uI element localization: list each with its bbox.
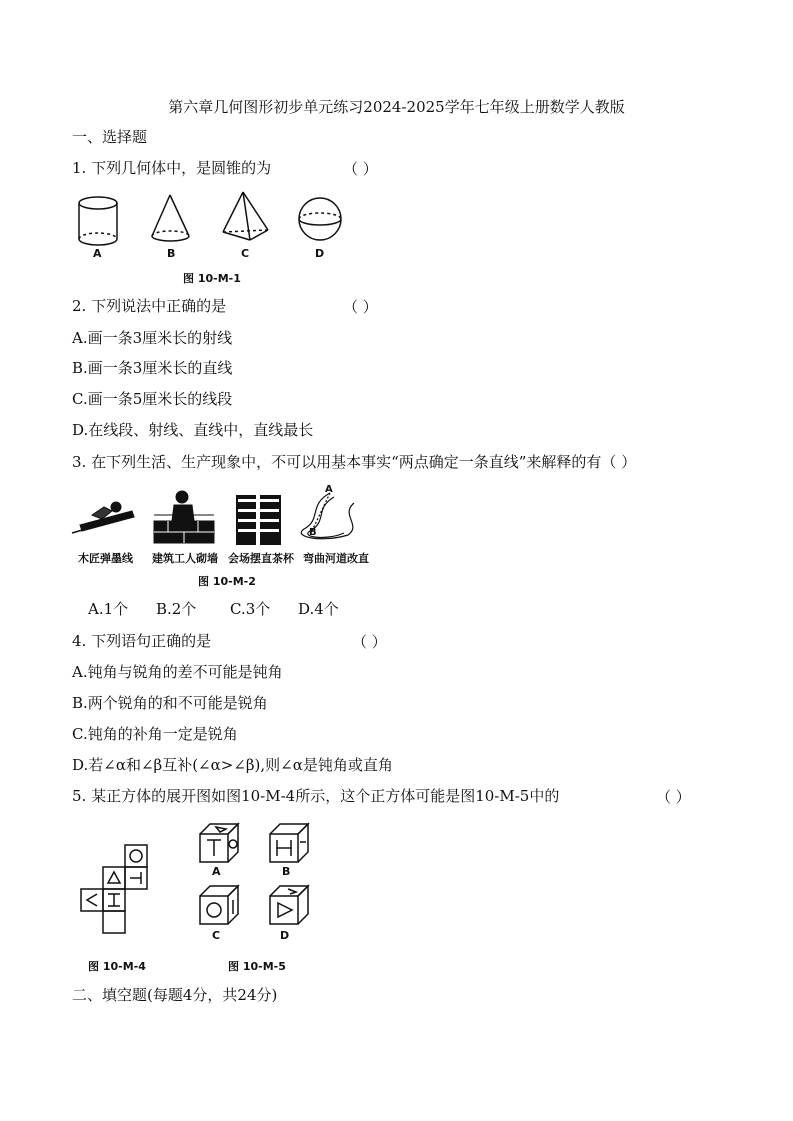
cube-label-b: B [282,865,291,878]
question-2-option-c: C.画一条5厘米长的线段 [72,390,233,408]
circle-icon [130,850,142,862]
river-point-b: B [309,527,317,538]
cube-a [200,824,238,862]
solid-label-b: B [167,247,176,260]
page-title: 第六章几何图形初步单元练习2024-2025学年七年级上册数学人教版 [168,98,625,116]
cube-label-c: C [212,929,221,942]
sphere-icon [299,198,341,240]
cube-net-figure [78,843,158,945]
cube-b [270,824,308,862]
question-4-option-c: C.钝角的补角一定是锐角 [72,725,238,743]
picture-caption-bricklayer: 建筑工人砌墙 [152,552,218,565]
t-symbol-icon [130,872,141,884]
question-3-option-d: D.4个 [298,600,339,618]
circle-icon [229,840,237,848]
solid-label-c: C [241,247,250,260]
cube-c [200,886,238,924]
solid-label-d: D [315,247,325,260]
question-3-option-c: C.3个 [230,600,271,618]
question-5-stem: 5. 某正方体的展开图如图10-M-4所示，这个正方体可能是图10-M-5中的 [72,787,560,805]
circle-icon [207,903,221,917]
section-heading-choice: 一、选择题 [72,128,148,146]
question-2-option-d: D.在线段、射线、直线中，直线最长 [72,421,314,439]
cube-d [270,886,308,924]
triangle-icon [278,903,292,917]
solids-figure [70,190,370,260]
figure-caption-10-m-1: 图 10-M-1 [183,272,241,285]
question-2-option-b: B.画一条3厘米长的直线 [72,359,233,377]
question-4-option-a: A.钝角与锐角的差不可能是钝角 [72,663,283,681]
arrow-symbol-icon [288,889,296,894]
bricklayer-picture [154,491,214,543]
section-heading-fill-in: 二、填空题(每题4分，共24分) [72,986,278,1004]
picture-caption-carpenter: 木匠弹墨线 [78,552,133,565]
question-2-option-a: A.画一条3厘米长的射线 [72,329,233,347]
question-4-option-b: B.两个锐角的和不可能是锐角 [72,694,268,712]
picture-caption-river: 弯曲河道改直 [303,552,369,565]
triangle-icon [108,872,120,883]
cube-label-a: A [212,865,221,878]
question-2-stem: 2. 下列说法中正确的是 [72,297,227,315]
picture-caption-tea-cups: 会场摆直茶杯 [228,552,294,565]
river-point-a: A [325,484,333,495]
question-1-stem: 1. 下列几何体中，是圆锥的为 [72,159,272,177]
figure-caption-10-m-4: 图 10-M-4 [88,960,146,973]
question-3-stem: 3. 在下列生活、生产现象中，不可以用基本事实“两点确定一条直线”来解释的有（ ） [72,453,637,471]
figure-caption-10-m-5: 图 10-M-5 [228,960,286,973]
question-4-option-d: D.若∠α和∠β互补(∠α>∠β),则∠α是钝角或直角 [72,756,393,774]
question-3-option-a: A.1个 [88,600,129,618]
solid-label-a: A [93,247,102,260]
triangle-icon [216,827,226,832]
question-2-answer-blank[interactable]: （ ） [343,298,378,316]
cylinder-icon [79,197,117,245]
arrow-symbol-icon [87,894,97,906]
t-symbol-icon [207,840,221,856]
question-1-answer-blank[interactable]: （ ） [343,160,378,178]
question-3-option-b: B.2个 [156,600,197,618]
question-4-answer-blank[interactable]: （ ） [352,633,387,651]
h-symbol-icon [108,894,120,906]
pyramid-icon [223,192,268,240]
cone-icon [152,195,189,241]
question-4-stem: 4. 下列语句正确的是 [72,632,212,650]
h-symbol-icon [277,840,291,856]
tea-cups-picture [236,491,281,545]
carpenter-ink-line-picture [72,502,134,533]
cube-label-d: D [280,929,290,942]
question-5-answer-blank[interactable]: （ ） [656,788,691,806]
figure-caption-10-m-2: 图 10-M-2 [198,575,256,588]
